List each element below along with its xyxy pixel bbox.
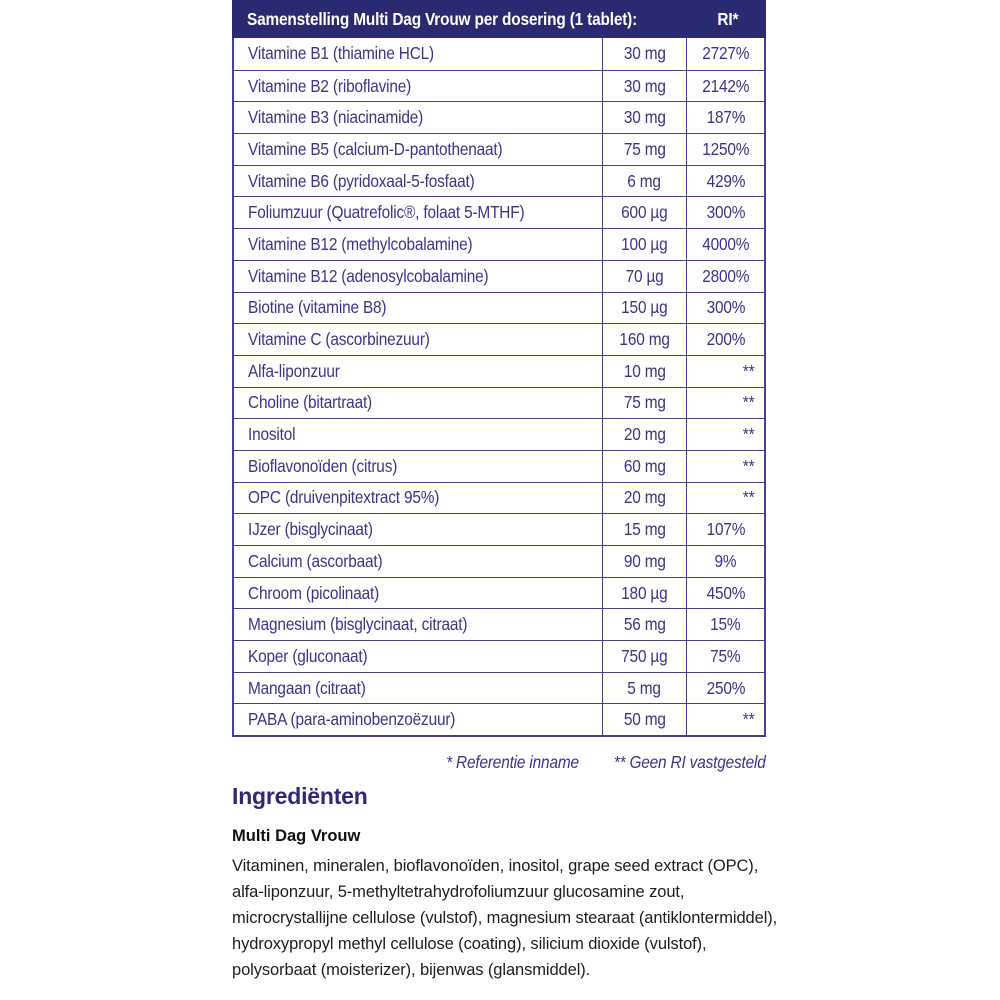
- nutrient-amount: 56 mg: [602, 609, 686, 640]
- supplement-table: [232, 0, 766, 737]
- table-row: [234, 703, 764, 735]
- nutrient-name: Vitamine B6 (pyridoxaal-5-fosfaat): [248, 170, 475, 191]
- table-row: [234, 323, 764, 355]
- table-row: [234, 355, 764, 387]
- nutrient-ri: 107%: [686, 514, 764, 545]
- nutrient-ri: 75%: [686, 641, 764, 672]
- nutrient-amount: 20 mg: [602, 483, 686, 514]
- nutrient-name: Vitamine B3 (niacinamide): [248, 107, 424, 128]
- nutrient-amount: 100 µg: [602, 229, 686, 260]
- nutrient-amount: 150 µg: [602, 293, 686, 324]
- nutrient-name: Vitamine C (ascorbinezuur): [248, 329, 430, 350]
- nutrient-amount: 90 mg: [602, 546, 686, 577]
- nutrient-ri: 187%: [686, 102, 764, 133]
- nutrient-amount: 70 µg: [602, 261, 686, 292]
- nutrient-ri: 2800%: [686, 261, 764, 292]
- table-row: [234, 545, 764, 577]
- footnote: [232, 752, 766, 773]
- table-row: [234, 70, 764, 102]
- nutrient-name: Bioflavonoïden (citrus): [248, 455, 398, 476]
- nutrient-ri: 9%: [686, 546, 764, 577]
- nutrient-ri: 250%: [686, 673, 764, 704]
- nutrient-amount: 75 mg: [602, 388, 686, 419]
- table-header: [232, 0, 766, 38]
- table-row: [234, 387, 764, 419]
- footnote-reference: * Referentie inname: [446, 752, 580, 773]
- table-row: [234, 450, 764, 482]
- table-row: [234, 672, 764, 704]
- table-row: [234, 196, 764, 228]
- nutrient-amount: 750 µg: [602, 641, 686, 672]
- nutrient-name: Calcium (ascorbaat): [248, 550, 383, 571]
- nutrient-ri: 300%: [686, 197, 764, 228]
- table-row: [234, 165, 764, 197]
- nutrient-ri: 4000%: [686, 229, 764, 260]
- ingredients-text: Vitaminen, mineralen, bioflavonoïden, inositol, grape seed extract (OPC), alfa-liponzuur, 5-methyltetrahydrofoliumzuur glucosamine zout, microcrystallijne cellulose (vulstof), magnesium stearaat (antiklontermiddel), hydroxypropyl methyl cellulose (coating), silicium dioxide (vulstof), polysorbaat (moisterizer), bijenwas (glansmiddel).: [232, 857, 778, 979]
- table-row: [234, 133, 764, 165]
- table-row: [234, 38, 764, 70]
- table-row: [234, 418, 764, 450]
- nutrient-ri: 1250%: [686, 134, 764, 165]
- nutrient-amount: 180 µg: [602, 578, 686, 609]
- nutrient-name: Mangaan (citraat): [248, 677, 366, 698]
- nutrient-amount: 75 mg: [602, 134, 686, 165]
- table-row: [234, 513, 764, 545]
- table-row: [234, 577, 764, 609]
- nutrient-amount: 160 mg: [602, 324, 686, 355]
- table-row: [234, 482, 764, 514]
- nutrient-name: OPC (druivenpitextract 95%): [248, 487, 440, 508]
- nutrient-ri: 200%: [686, 324, 764, 355]
- table-row: [234, 228, 764, 260]
- nutrient-amount: 30 mg: [602, 102, 686, 133]
- nutrient-name: Biotine (vitamine B8): [248, 297, 387, 318]
- nutrient-name: PABA (para-aminobenzoëzuur): [248, 709, 456, 730]
- product-name: Multi Dag Vrouw: [232, 827, 361, 845]
- nutrient-name: Chroom (picolinaat): [248, 582, 380, 603]
- nutrient-ri: 300%: [686, 293, 764, 324]
- nutrient-name: Inositol: [248, 424, 296, 445]
- nutrient-amount: 10 mg: [602, 356, 686, 387]
- nutrient-ri: 15%: [686, 609, 764, 640]
- nutrient-ri: 2142%: [686, 71, 764, 102]
- nutrient-ri: **: [686, 483, 764, 514]
- nutrient-name: Foliumzuur (Quatrefolic®, folaat 5-MTHF): [248, 202, 525, 223]
- nutrient-ri: 2727%: [686, 38, 764, 70]
- nutrient-name: Magnesium (bisglycinaat, citraat): [248, 614, 468, 635]
- ri-column-header: RI*: [717, 8, 739, 29]
- table-body: [232, 38, 766, 737]
- table-row: [234, 260, 764, 292]
- table-row: [234, 640, 764, 672]
- nutrient-name: Alfa-liponzuur: [248, 360, 340, 381]
- nutrient-amount: 5 mg: [602, 673, 686, 704]
- nutrient-amount: 50 mg: [602, 704, 686, 735]
- nutrient-name: Vitamine B1 (thiamine HCL): [248, 43, 435, 64]
- nutrient-amount: 60 mg: [602, 451, 686, 482]
- nutrient-amount: 15 mg: [602, 514, 686, 545]
- table-row: [234, 101, 764, 133]
- nutrient-name: Vitamine B2 (riboflavine): [248, 75, 412, 96]
- nutrient-ri: 429%: [686, 166, 764, 197]
- nutrient-ri: **: [686, 419, 764, 450]
- nutrient-ri: **: [686, 388, 764, 419]
- table-title: Samenstelling Multi Dag Vrouw per dosering (1 tablet):: [247, 8, 638, 29]
- ingredients-section: [232, 783, 780, 983]
- nutrient-amount: 6 mg: [602, 166, 686, 197]
- nutrient-name: Vitamine B5 (calcium-D-pantothenaat): [248, 138, 503, 159]
- supplement-label: [232, 0, 766, 773]
- nutrient-name: Vitamine B12 (methylcobalamine): [248, 233, 473, 254]
- nutrient-ri: 450%: [686, 578, 764, 609]
- nutrient-name: Koper (gluconaat): [248, 645, 368, 666]
- nutrient-ri: **: [686, 451, 764, 482]
- nutrient-amount: 600 µg: [602, 197, 686, 228]
- nutrient-name: Vitamine B12 (adenosylcobalamine): [248, 265, 489, 286]
- table-row: [234, 608, 764, 640]
- table-row: [234, 292, 764, 324]
- ingredients-heading: Ingrediënten: [232, 783, 368, 809]
- nutrient-ri: **: [686, 704, 764, 735]
- footnote-no-ri: ** Geen RI vastgesteld: [614, 752, 766, 773]
- nutrient-ri: **: [686, 356, 764, 387]
- nutrient-name: IJzer (bisglycinaat): [248, 519, 373, 540]
- nutrient-amount: 30 mg: [602, 71, 686, 102]
- nutrient-amount: 30 mg: [602, 38, 686, 70]
- nutrient-name: Choline (bitartraat): [248, 392, 373, 413]
- nutrient-amount: 20 mg: [602, 419, 686, 450]
